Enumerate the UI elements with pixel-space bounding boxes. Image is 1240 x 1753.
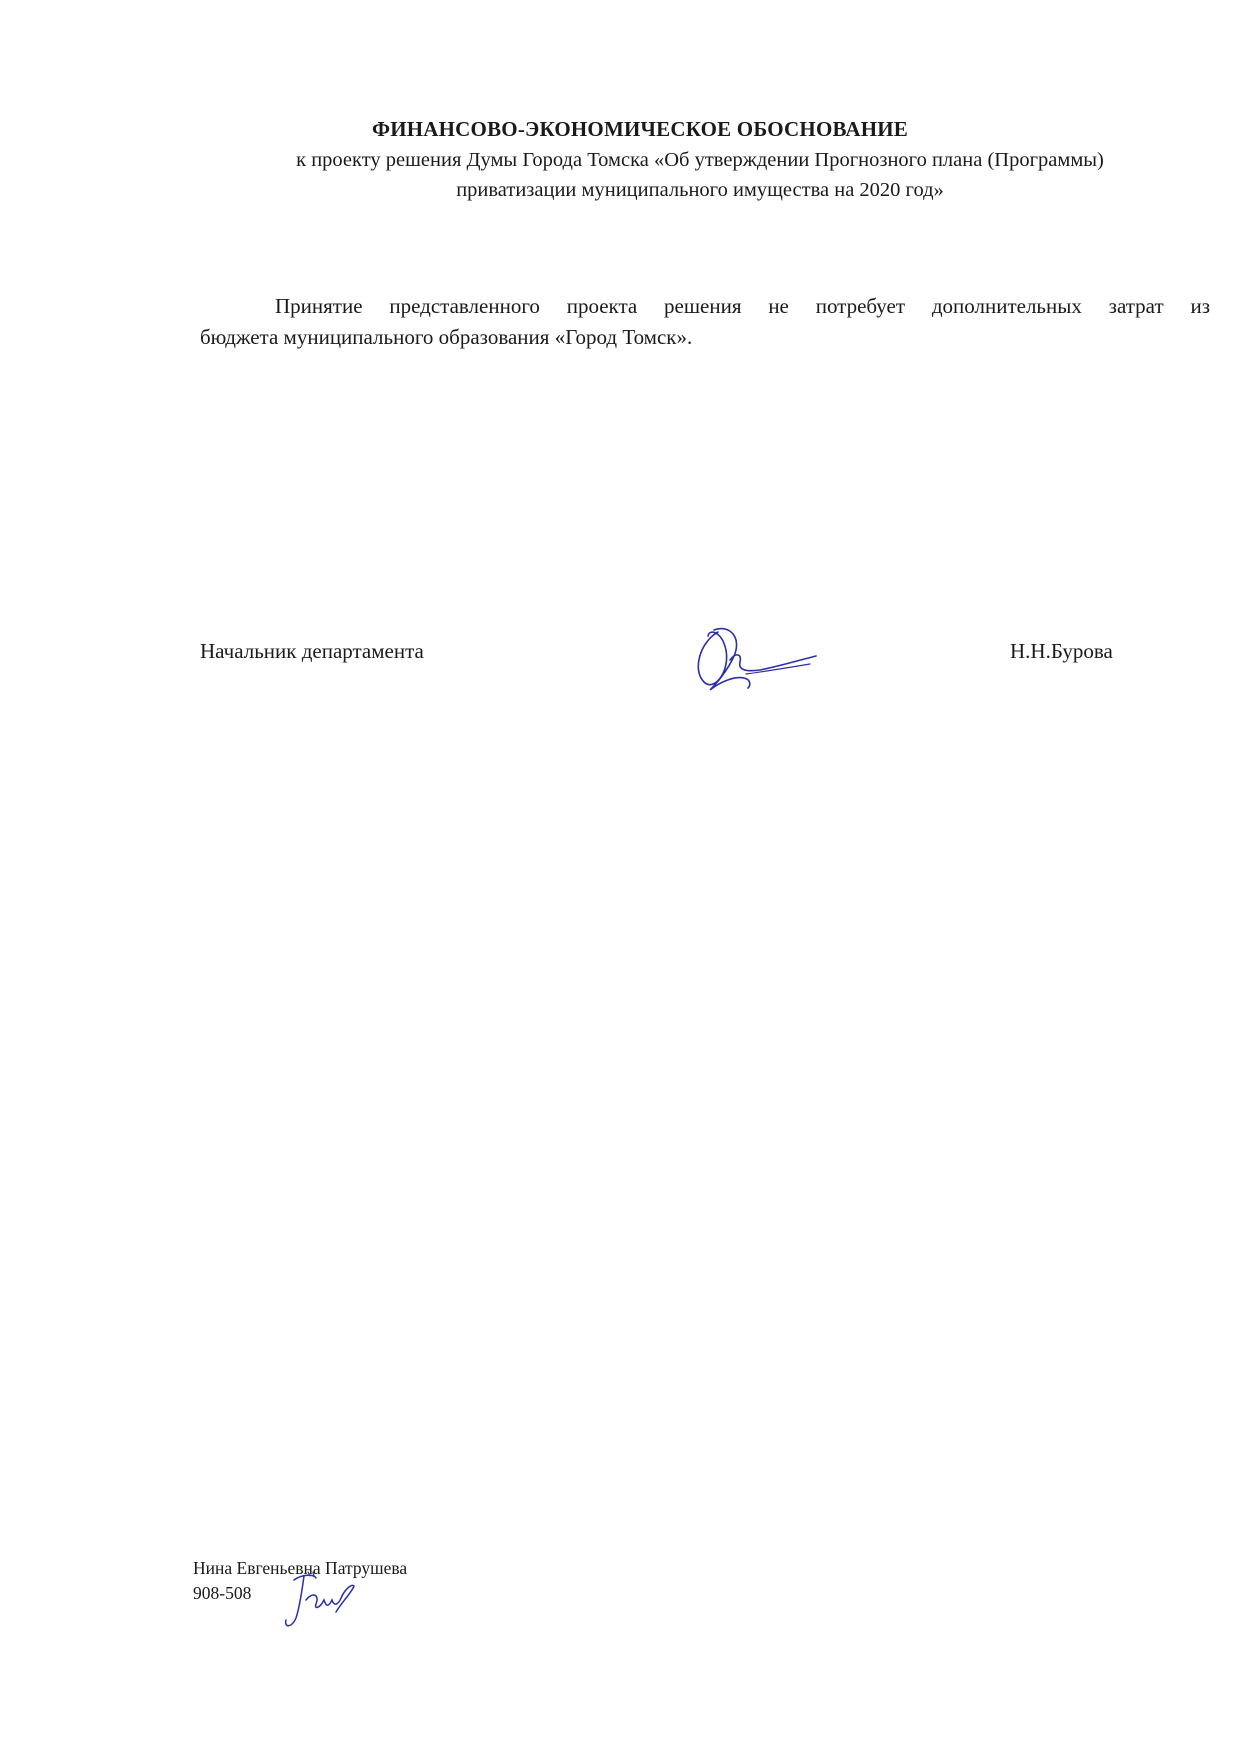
document-subtitle-line-1: к проекту решения Думы Города Томска «Об утверждении Прогнозного плана (Программы) [296,149,1104,171]
body-paragraph-line-1: Принятие представленного проекта решения не потребует дополнительных затрат из [275,294,1210,318]
executor-name: Нина Евгеньевна Патрушева [193,1558,408,1578]
document-title: ФИНАНСОВО-ЭКОНОМИЧЕСКОЕ ОБОСНОВАНИЕ [371,117,909,141]
executor-phone: 908-508 [193,1583,252,1603]
signatory-position: Начальник департамента [200,639,424,663]
handwritten-signature [690,620,820,700]
document-subtitle-line-2: приватизации муниципального имущества на 2020 год» [456,179,944,201]
signatory-name: Н.Н.Бурова [1010,639,1113,663]
initials-drawing [280,1570,360,1632]
executor-initials-signature [280,1570,360,1632]
signature-drawing [690,620,820,700]
body-paragraph-line-2: бюджета муниципального образования «Город Томск». [200,325,693,349]
